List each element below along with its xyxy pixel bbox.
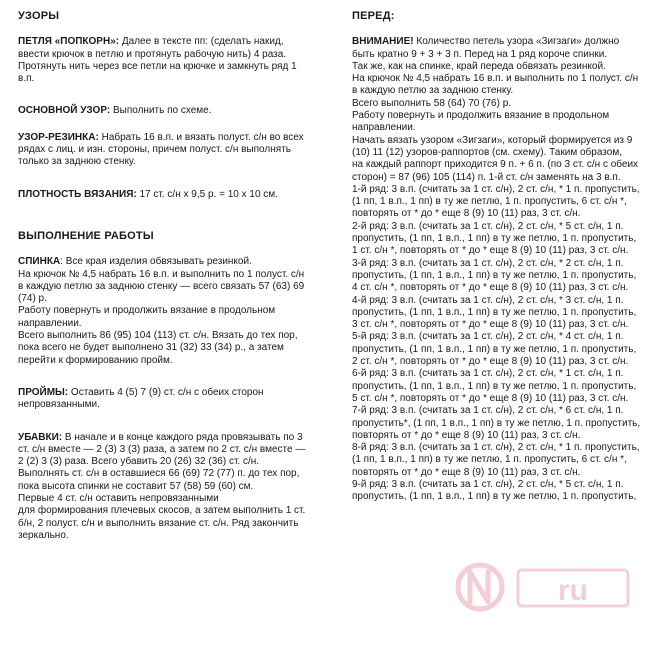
back-paragraph: СПИНКА: Все края изделия обвязывать резинкой. На крючок № 4,5 набрать 16 в.п. и выполнить по 1 полуст. с/н в каждую петлю за заднюю стенку — всего связать 57 (63) 69 (74) р. Работу повернуть и продолжить вязание в продольном направлении. Всего выполнить 86 (95) 104 (113) ст. с/н. Вязать до тех пор, пока всего не будет выполнено 31 (32) 33 (34) р., а затем перейти к формированию пройм. <box>18 256 305 366</box>
density-paragraph: ПЛОТНОСТЬ ВЯЗАНИЯ: 17 ст. с/н х 9,5 р. = 10 х 10 см. <box>18 188 278 200</box>
row-1: 1-й ряд: 3 в.п. (считать за 1 ст. с/н), 2 ст. с/н, * 1 п. пропустить, (1 пп, 1 в.п., 1 пп) в ту же петлю, 1 п. пропустить, 6 ст. с/н *, повторять от * до * еще 8 (9) 10 (11) раз, 3 ст. с/н. <box>352 183 640 220</box>
decreases-paragraph: УБАВКИ: В начале и в конце каждого ряда провязывать по 3 ст. с/н вместе — 2 (3) 3 (3) раза, а затем по 2 ст. с/н вместе — 2 (2) 3 (3) раза. Всего убавить 20 (26) 32 (36) ст. с/н. Выполнять ст. с/н в оставшиеся 66 (69) 72 (77) п. до тех пор, пока высота спинки не составит 57 (58) 59 (60) см. Первые 4 ст. с/н оставить непровязанными для формирования плечевых скосов, а затем выполнить 1 ст. б/н, 2 полуст. с/н и выполнить вязание ст. с/н. Ряд закончить зеркально. <box>18 431 306 541</box>
rib-pattern-paragraph: УЗОР-РЕЗИНКА: Набрать 16 в.п. и вязать полуст. с/н во всех рядах с лиц. и изн. стороны, причем полуст. с/н выполнять только за заднюю стенку. <box>18 131 304 168</box>
left-column <box>18 10 318 542</box>
rib-pattern-label: УЗОР-РЕЗИНКА: <box>18 131 99 143</box>
attention-label: ВНИМАНИЕ! <box>352 36 414 48</box>
row-4: 4-й ряд: 3 в.п. (считать за 1 ст. с/н), 2 ст. с/н, * 3 ст. с/н, 1 п. пропустить, (1 пп, 1 в.п., 1 пп) в ту же петлю, 1 п. пропустить, 3 ст. с/н *, повторять от * до * еще 8 (9) 10 (11) раз, 3 ст. с/н. <box>352 294 637 331</box>
section-title-work: ВЫПОЛНЕНИЕ РАБОТЫ <box>18 229 154 242</box>
row-2: 2-й ряд: 3 в.п. (считать за 1 ст. с/н), 2 ст. с/н, * 5 ст. с/н, 1 п. пропустить, (1 пп, 1 в.п., 1 пп) в ту же петлю, 1 п. пропустить, 1 ст. с/н *, повторять от * до * еще 8 (9) 10 (11) раз, 3 ст. с/н. <box>352 220 637 257</box>
row-7: 7-й ряд: 3 в.п. (считать за 1 ст. с/н), 2 ст. с/н, * 6 ст. с/н, 1 п. пропустить*, (1 пп, 1 в.п., 1 пп) в ту же петлю, 1 п. пропустить, повторять от * до * еще 8 (9) 10 (11) раз, 3 ст. с/н. <box>352 405 641 441</box>
popcorn-paragraph: ПЕТЛЯ «ПОПКОРН»: Далее в тексте пп: (сделать накид, ввести крючок в петлю и протянуть рабочую нить) 4 раза. Протянуть нить через все петли на крючке и замкнуть ряд 1 в.п. <box>18 36 297 85</box>
section-title-front: ПЕРЕД: <box>352 10 395 22</box>
density-label: ПЛОТНОСТЬ ВЯЗАНИЯ: <box>18 188 137 200</box>
popcorn-label: ПЕТЛЯ «ПОПКОРН»: <box>18 36 120 48</box>
armholes-paragraph: ПРОЙМЫ: Оставить 4 (5) 7 (9) ст. с/н с обеих сторон непровязанными. <box>18 386 264 411</box>
row-6: 6-й ряд: 3 в.п. (считать за 1 ст. с/н), 2 ст. с/н, * 1 ст. с/н, 1 п. пропустить, (1 пп, 1 в.п., 1 пп) в ту же петлю, 1 п. пропустить, 5 ст. с/н *, повторять от * до * еще 8 (9) 10 (11) раз, 3 ст. с/н. <box>352 368 637 404</box>
decreases-label: УБАВКИ: <box>18 431 63 443</box>
main-pattern-label: ОСНОВНОЙ УЗОР: <box>18 105 111 117</box>
zigzag-paragraph: Начать вязать узором «Зигзаги», который формируется из 9 (10) 11 (12) узоров-раппортов (см. схему). Таким образом, на каждый раппорт приходится 9 п. + 6 п. (по 3 ст. с/н с обеих сторон) = 87 (96) 105 (114) п. 1-й ст. с/н заменять на 3 в.п. <box>352 134 639 183</box>
section-title-patterns: УЗОРЫ <box>18 10 60 22</box>
watermark-text: ru <box>558 574 588 607</box>
watermark-logo <box>440 552 640 622</box>
back-label: СПИНКА <box>18 256 61 268</box>
armholes-label: ПРОЙМЫ: <box>18 386 69 398</box>
row-3: 3-й ряд: 3 в.п. (считать за 1 ст. с/н), 2 ст. с/н, * 2 ст. с/н, 1 п. пропустить, (1 пп, 1 в.п., 1 пп) в ту же петлю, 1 п. пропустить, 4 ст. с/н *, повторять от * до * еще 8 (9) 10 (11) раз, 3 ст. с/н. <box>352 257 637 294</box>
main-pattern-paragraph: ОСНОВНОЙ УЗОР: Выполнить по схеме. <box>18 105 212 117</box>
row-9: 9-й ряд: 3 в.п. (считать за 1 ст. с/н), 2 ст. с/н, * 5 ст. с/н, 1 п. пропустить, (1 пп, 1 в.п., 1 пп) в ту же петлю, 1 п. пропустить, <box>352 478 637 503</box>
row-8: 8-й ряд: 3 в.п. (считать за 1 ст. с/н), 2 ст. с/н, * 1 п. пропустить, (1 пп, 1 в.п., 1 пп) в ту же петлю, 1 п. пропустить, 6 ст. с/н *, повторять от * до * еще 8 (9) 10 (11) раз, 3 ст. с/н. <box>352 442 640 478</box>
attention-paragraph: ВНИМАНИЕ! Количество петель узора «Зигзаги» должно быть кратно 9 + 3 + 3 п. Перед на 1 ряд короче спинки. Так же, как на спинке, край переда обвязать резинкой. На крючок № 4,5 набрать 16 в.п. и выполнить по 1 полуст. с/н в каждую петлю за заднюю стенку. Всего выполнить 58 (64) 70 (76) р. Работу повернуть и продолжить вязание в продольном направлении. <box>352 36 639 134</box>
watermark-mark <box>458 565 628 609</box>
right-column <box>352 10 647 504</box>
row-5: 5-й ряд: 3 в.п. (считать за 1 ст. с/н), 2 ст. с/н, * 4 ст. с/н, 1 п. пропустить, (1 пп, 1 в.п., 1 пп) в ту же петлю, 1 п. пропустить, 2 ст. с/н *, повторять от * до * еще 8 (9) 10 (11) раз, 3 ст. с/н. <box>352 331 637 368</box>
